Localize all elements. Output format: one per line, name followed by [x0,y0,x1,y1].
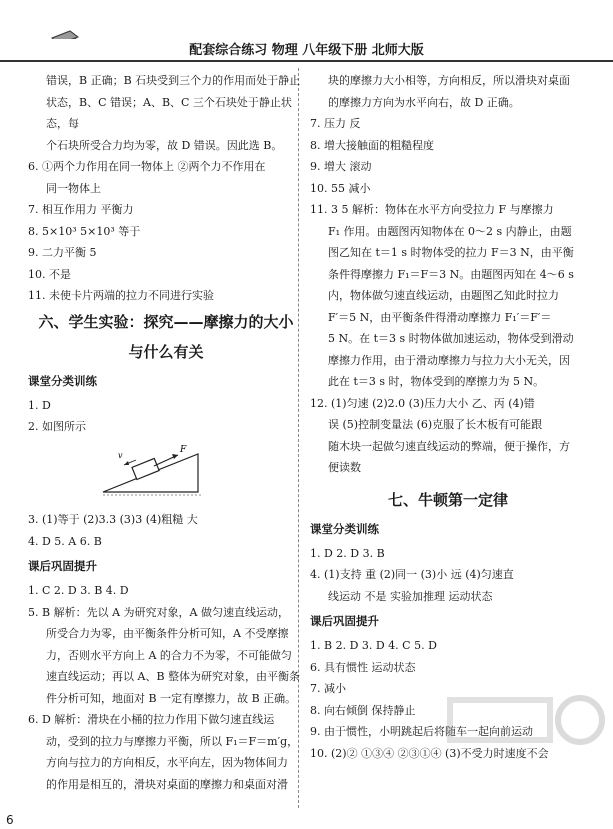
answer-line: 图乙知在 t＝1 s 时物体受的拉力 F＝3 N，由平衡 [328,246,574,259]
subheading-class-training: 课堂分类训练 [28,373,97,388]
answer-line: 内，物体做匀速直线运动，由题图乙知此时拉力 [328,289,559,302]
section-title-6-line1: 六、学生实验：探究——摩擦力的大小 [38,312,294,331]
section-title-6-line2: 与什么有关 [128,342,204,361]
answer-line: 1. D 2. D 3. B [310,546,385,560]
answer-line: 3. (1)等于 (2)3.3 (3)3 (4)粗糙 大 [28,513,198,526]
answer-line: 所受合力为零，由平衡条件分析可知，A 不受摩擦 [46,627,289,640]
answer-line: 状态，B、C 错误；A、B、C 三个石块处于静止状态，每 [46,95,292,130]
left-column [28,70,304,795]
answer-line: 力，否则水平方向上 A 的合力不为零，不可能做匀 [46,648,292,662]
answer-line: 8. 向右倾倒 保持静止 [310,703,416,717]
answer-line: 1. C 2. D 3. B 4. D [28,584,129,597]
answer-line: 线运动 不是 实验加推理 运动状态 [328,589,493,603]
answer-line: 的作用是相互的，滑块对桌面的摩擦力和桌面对滑 [46,777,288,791]
answer-line: F₁ 作用。由题图丙知物体在 0～2 s 内静止，由题 [328,224,572,238]
answer-line: F′＝5 N，由平衡条件得滑动摩擦力 F₁′＝F′＝ [328,310,552,324]
answer-line: 个石块所受合力均为零，故 D 错误。因此选 B。 [46,138,283,152]
answer-line: 1. B 2. D 3. D 4. C 5. D [310,639,437,652]
answer-line: 条件得摩擦力 F₁＝F＝3 N。由题图丙知在 4～6 s [328,267,574,281]
answer-line: 误 (5)控制变量法 (6)克服了长木板有可能跟 [328,418,543,431]
answer-line: 速直线运动；再以 A、B 整体为研究对象，由平衡条 [46,670,301,683]
page-number: 6 [6,813,14,827]
answer-line: 4. D 5. A 6. B [28,534,102,548]
answer-line: 的摩擦力方向为水平向右，故 D 正确。 [328,95,520,109]
page-header [0,0,613,66]
answer-line: 11. 未使卡片两端的拉力不同进行实验 [28,289,214,302]
answer-line: 2. 如图所示 [28,420,86,433]
answer-line: 6. ①两个力作用在同一物体上 ②两个力不作用在 [28,160,266,173]
watermark-logo [440,690,610,770]
velocity-label: v [118,450,123,460]
answer-line: 5 N。在 t＝3 s 时物体做加速运动，物体受到滑动 [328,332,574,345]
answer-line: 9. 二力平衡 5 [28,246,97,259]
answer-line: 8. 5×10³ 5×10³ 等于 [28,224,141,238]
answer-line: 11. 3 5 解析：物体在水平方向受拉力 F 与摩擦力 [310,203,554,216]
section-title-7: 七、牛顿第一定律 [387,490,508,509]
answer-line: 5. B 解析：先以 A 为研究对象，A 做匀速直线运动， [28,605,289,619]
header-rule [0,60,613,62]
answer-line: 9. 增大 滚动 [310,160,372,173]
left-answers-top [28,70,304,307]
answer-line: 便读数 [328,461,361,474]
answer-line: 块的摩擦力大小相等，方向相反，所以滑块对桌面 [328,74,570,87]
answer-line: 4. (1)支持 重 (2)同一 (3)小 远 (4)匀速直 [310,568,514,581]
incline-block-figure [98,440,208,498]
right-answers-mid [310,543,586,608]
answer-line: 此在 t＝3 s 时，物体受到的摩擦力为 5 N。 [328,375,545,388]
answer-line: 7. 相互作用力 平衡力 [28,203,134,216]
answer-line: 件分析可知，地面对 B 一定有摩擦力，故 B 正确。 [46,691,297,705]
header-title: 配套综合练习 物理 八年级下册 北师大版 [0,39,613,58]
answer-line: 6. D 解析：滑块在小桶的拉力作用下做匀速直线运 [28,713,275,726]
answer-line: 1. D [28,398,51,412]
force-label: F [180,444,187,455]
answer-line: 摩擦力作用，由于滑动摩擦力与拉力大小无关，因 [328,353,570,367]
left-answers-mid [28,395,304,438]
subheading-review: 课后巩固提升 [28,559,97,573]
answer-line: 动，受到的拉力与摩擦力平衡，所以 F₁＝F＝m′g， [46,734,299,748]
left-answers-after-figure [28,509,304,552]
answer-line: 随木块一起做匀速直线运动的弊端，便于操作，方 [328,439,570,453]
answer-line: 7. 压力 反 [310,117,361,130]
right-answers-top [310,70,586,479]
answer-line: 12. (1)匀速 (2)2.0 (3)压力大小 乙、丙 (4)错 [310,396,535,410]
answer-line: 9. 由于惯性，小明跳起后将随车一起向前运动 [310,725,533,738]
answer-line: 错误，B 正确；B 石块受到三个力的作用而处于静止 [46,74,301,87]
right-column [310,70,586,764]
answer-line: 方向与拉力的方向相反，水平向左，因为物体间力 [46,756,288,769]
answer-line: 8. 增大接触面的粗糙程度 [310,138,434,152]
answer-line: 10. 不是 [28,267,71,281]
answer-line: 7. 减小 [310,682,346,695]
answer-line: 10. (2)② ①③④ ②③①④ (3)不受力时速度不会 [310,746,549,760]
answer-line: 6. 具有惯性 运动状态 [310,660,416,674]
answer-line: 10. 55 减小 [310,181,371,195]
subheading-review-7: 课后巩固提升 [310,614,379,628]
answer-line: 同一物体上 [46,181,101,195]
left-answers-bottom [28,580,304,795]
subheading-class-training-7: 课堂分类训练 [310,521,379,536]
